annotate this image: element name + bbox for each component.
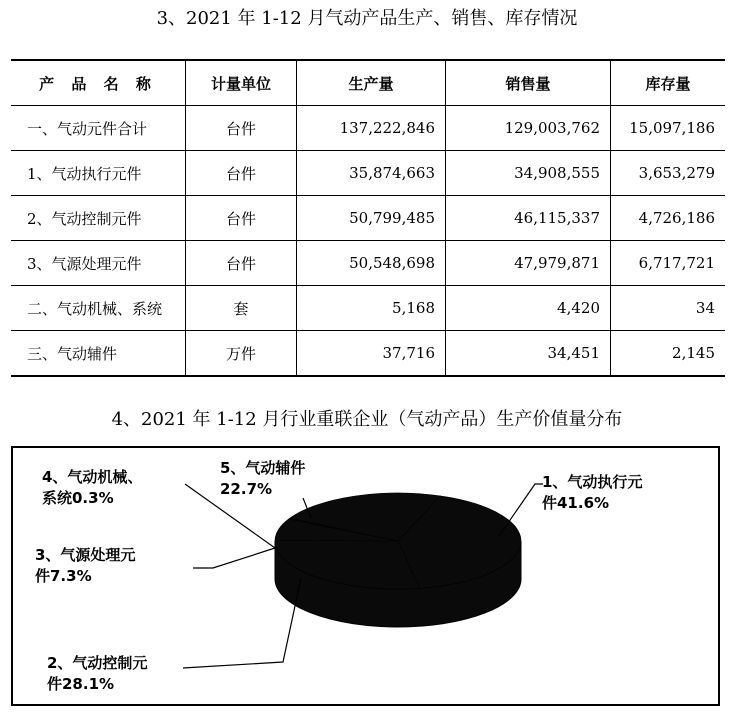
cell-product-name: 一、气动元件合计	[11, 106, 186, 151]
slice-label-4-line1: 4、气动机械、	[42, 468, 143, 486]
section3-title: 3、2021 年 1-12 月气动产品生产、销售、库存情况	[156, 8, 578, 29]
col-header-product-name: 产 品 名 称	[11, 60, 186, 106]
slice-label-5-line1: 5、气动辅件	[220, 459, 306, 477]
cell-unit: 台件	[186, 106, 297, 151]
cell-inventory: 3,653,279	[611, 151, 726, 196]
leader-line-3	[193, 548, 275, 568]
cell-unit: 台件	[186, 151, 297, 196]
section4-title: 4、2021 年 1-12 月行业重联企业（气动产品）生产价值量分布	[111, 409, 623, 430]
cell-inventory: 4,726,186	[611, 196, 726, 241]
cell-sales: 47,979,871	[446, 241, 611, 286]
slice-label-3-line2: 件7.3%	[35, 567, 92, 585]
slice-label-5	[220, 458, 305, 500]
table-header-row	[11, 60, 725, 106]
slice-label-4	[42, 467, 142, 509]
cell-production: 35,874,663	[297, 151, 446, 196]
slice-label-1-line2: 件41.6%	[542, 494, 610, 512]
table-row	[11, 196, 725, 241]
cell-production: 37,716	[297, 331, 446, 377]
slice-label-5-line2: 22.7%	[220, 480, 273, 498]
cell-product-name: 3、气源处理元件	[11, 241, 186, 286]
table-row	[11, 151, 725, 196]
table-row	[11, 331, 725, 377]
cell-inventory: 2,145	[611, 331, 726, 377]
slice-label-2	[47, 653, 147, 695]
cell-product-name: 1、气动执行元件	[11, 151, 186, 196]
cell-sales: 129,003,762	[446, 106, 611, 151]
col-header-unit: 计量单位	[186, 60, 297, 106]
cell-inventory: 34	[611, 286, 726, 331]
table-row	[11, 286, 725, 331]
cell-inventory: 15,097,186	[611, 106, 726, 151]
cell-unit: 台件	[186, 241, 297, 286]
slice-label-1	[542, 472, 642, 514]
table-row	[11, 241, 725, 286]
cell-sales: 34,451	[446, 331, 611, 377]
cell-production: 5,168	[297, 286, 446, 331]
col-header-inventory: 库存量	[611, 60, 726, 106]
col-header-sales: 销售量	[446, 60, 611, 106]
cell-unit: 台件	[186, 196, 297, 241]
cell-production: 50,548,698	[297, 241, 446, 286]
cell-product-name: 三、气动辅件	[11, 331, 186, 377]
cell-product-name: 2、气动控制元件	[11, 196, 186, 241]
cell-unit: 套	[186, 286, 297, 331]
production-table	[11, 59, 725, 377]
slice-label-4-line2: 系统0.3%	[42, 489, 114, 507]
cell-inventory: 6,717,721	[611, 241, 726, 286]
cell-unit: 万件	[186, 331, 297, 377]
cell-production: 50,799,485	[297, 196, 446, 241]
cell-sales: 4,420	[446, 286, 611, 331]
slice-label-2-line1: 2、气动控制元	[47, 654, 148, 672]
cell-sales: 34,908,555	[446, 151, 611, 196]
cell-sales: 46,115,337	[446, 196, 611, 241]
cell-product-name: 二、气动机械、系统	[11, 286, 186, 331]
slice-label-1-line1: 1、气动执行元	[542, 473, 643, 491]
slice-label-2-line2: 件28.1%	[47, 675, 115, 693]
pie-chart-frame	[11, 446, 720, 706]
slice-label-3	[35, 545, 135, 587]
cell-production: 137,222,846	[297, 106, 446, 151]
table-body	[11, 106, 725, 377]
table-row	[11, 106, 725, 151]
col-header-production: 生产量	[297, 60, 446, 106]
slice-label-3-line1: 3、气源处理元	[35, 546, 136, 564]
